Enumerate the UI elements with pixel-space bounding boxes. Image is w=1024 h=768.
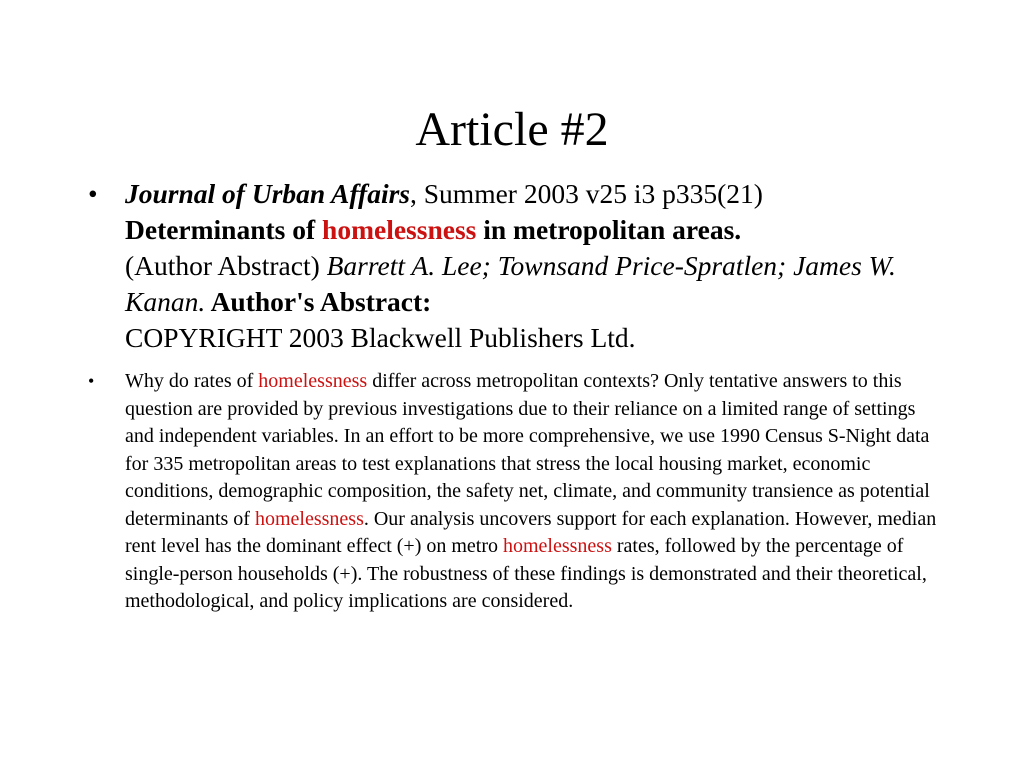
abstract-keyword-3: homelessness (503, 535, 612, 557)
authors-abstract-label: Author's Abstract: (205, 286, 432, 317)
article-title-part-2: in metropolitan areas. (476, 214, 742, 245)
abstract-text-3: . Our analysis uncovers support for each explanation. However, median rent level has the dominant effect (+) on metro (125, 507, 937, 557)
slide-title: Article #2 (415, 103, 609, 156)
abstract-text-2: differ across metropolitan contexts? Only tentative answers to this question are provided by previous investigations due to their reliance on a limited range of settings and independent variables. In an effort to be more comprehensive, we use 1990 Census S-Night data for 335 metropolitan areas to test explanations that stress the local housing market, economic conditions, demographic composition, the safety net, climate, and community transience as potential determinants of (125, 370, 930, 530)
abstract-text-1: Why do rates of (125, 370, 259, 392)
issue-info: , Summer 2003 v25 i3 p335(21) (410, 178, 763, 209)
citation-item (88, 176, 948, 356)
abstract-label: (Author Abstract) (125, 250, 327, 281)
bullet-icon: • (88, 371, 95, 391)
abstract-keyword-1: homelessness (258, 370, 368, 392)
bullet-icon: • (88, 178, 98, 209)
copyright: COPYRIGHT 2003 Blackwell Publishers Ltd. (125, 322, 636, 353)
article-title (125, 212, 948, 248)
bullet-list (88, 176, 948, 616)
article-title-keyword: homelessness (322, 214, 477, 245)
abstract-item (88, 368, 948, 616)
authors: Barrett A. Lee; Townsand Price-Spratlen; James W. Kanan. (125, 250, 896, 317)
article-title-part-1: Determinants of (125, 214, 323, 245)
abstract-keyword-2: homelessness (254, 507, 364, 530)
journal-name: Journal of Urban Affairs (125, 178, 411, 209)
abstract-text-4: rates, followed by the percentage of single-person households (+). The robustness of these findings is demonstrated and their theoretical, methodological, and policy implications are considered. (125, 535, 927, 612)
